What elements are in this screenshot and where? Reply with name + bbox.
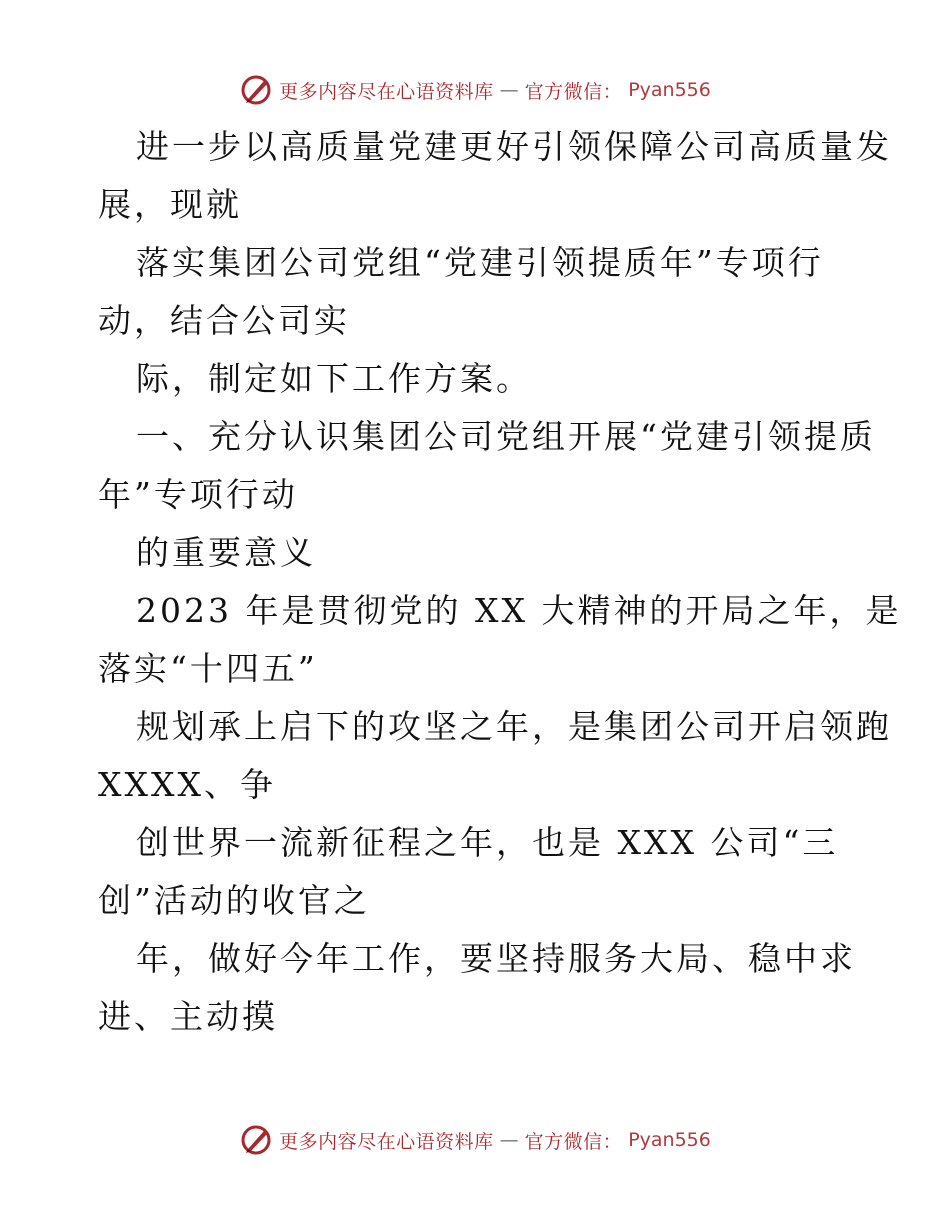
- pen-circle-logo-icon: [239, 73, 273, 107]
- text-line: 落实“十四五”: [98, 649, 318, 688]
- text-line: 进、主动摸: [98, 997, 278, 1036]
- watermark-wechat-id: Pyan556: [628, 1129, 711, 1151]
- text-line: 落实集团公司党组“党建引领提质年”专项行: [136, 243, 824, 282]
- text-line: XXXX、争: [98, 765, 276, 804]
- text-line: 规划承上启下的攻坚之年，是集团公司开启领跑: [136, 707, 892, 746]
- watermark-wechat-label: 官方微信：: [524, 1130, 623, 1153]
- watermark-wechat-id: Pyan556: [628, 79, 711, 101]
- watermark-separator: —: [499, 1129, 519, 1151]
- text-line: 一、充分认识集团公司党组开展“党建引领提质: [136, 417, 876, 456]
- text-line: 际，制定如下工作方案。: [136, 359, 532, 398]
- document-body: [98, 118, 902, 1046]
- watermark-brand: 更多内容尽在心语资料库: [279, 1130, 494, 1153]
- watermark-brand: 更多内容尽在心语资料库: [279, 80, 494, 103]
- pen-circle-logo-icon: [239, 1123, 273, 1157]
- text-line: 2023 年是贯彻党的 XX 大精神的开局之年，是: [136, 591, 902, 630]
- text-line: 进一步以高质量党建更好引领保障公司高质量发: [136, 127, 892, 166]
- text-line: 动，结合公司实: [98, 301, 350, 340]
- watermark-separator: —: [499, 79, 519, 101]
- text-line: 创世界一流新征程之年，也是 XXX 公司“三: [136, 823, 839, 862]
- text-line: 创”活动的收官之: [98, 881, 370, 920]
- watermark-wechat-label: 官方微信：: [524, 80, 623, 103]
- footer-watermark: [0, 1120, 950, 1160]
- text-line: 年，做好今年工作，要坚持服务大局、稳中求: [136, 939, 856, 978]
- header-watermark: [0, 70, 950, 110]
- text-line: 展，现就: [98, 185, 242, 224]
- text-line: 的重要意义: [136, 533, 316, 572]
- text-line: 年”专项行动: [98, 475, 298, 514]
